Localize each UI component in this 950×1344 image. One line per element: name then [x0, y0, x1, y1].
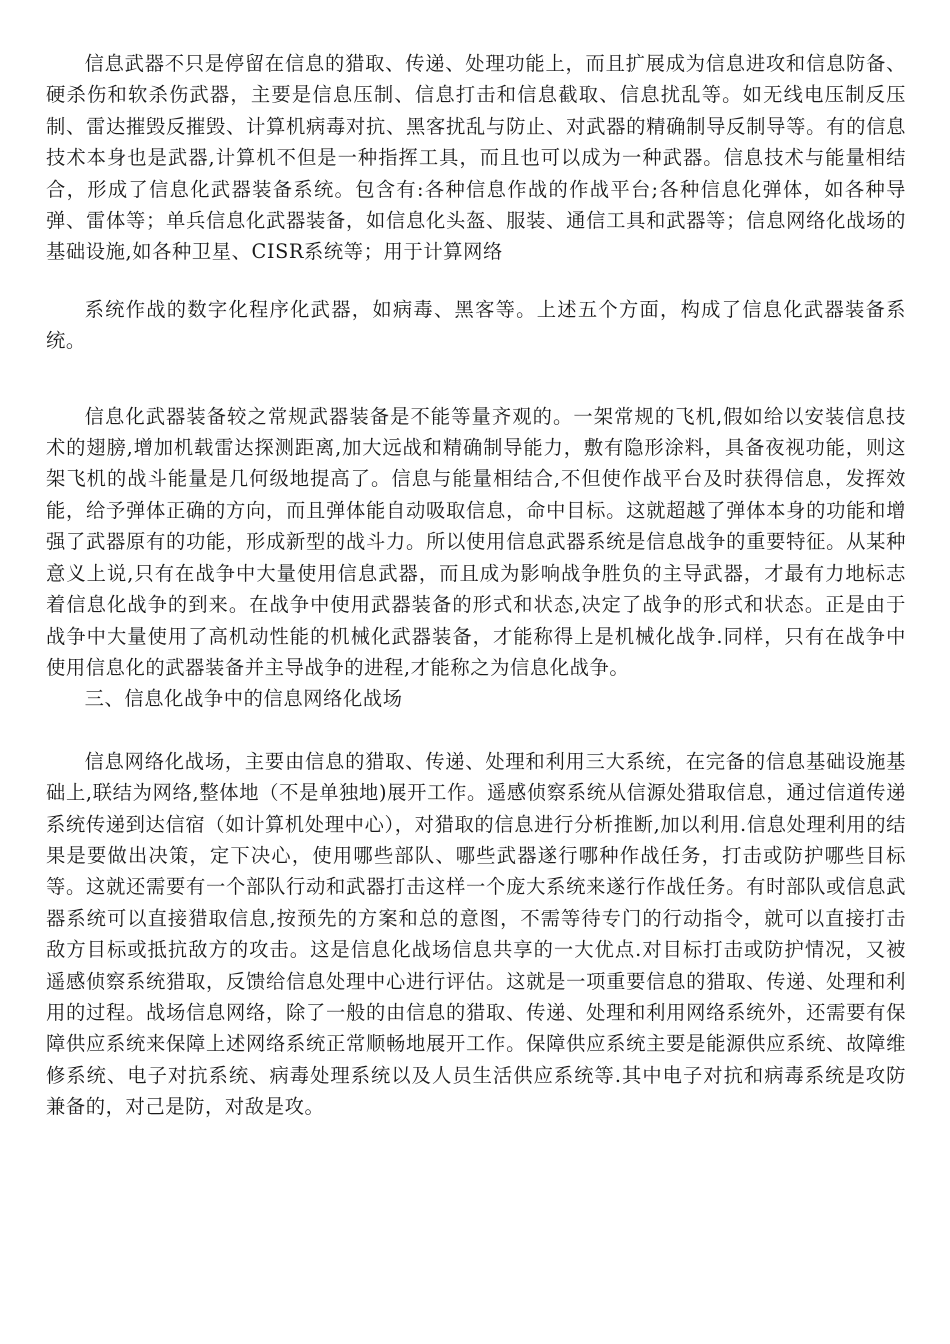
paragraph-system-warfare: 系统作战的数字化程序化武器，如病毒、黑客等。上述五个方面，构成了信息化武器装备系统。: [46, 297, 906, 353]
paragraph-weapon-comparison: 信息化武器装备较之常规武器装备是不能等量齐观的。一架常规的飞机,假如给以安装信息技术的翅膀,增加机载雷达探测距离,加大远战和精确制导能力，敷有隐形涂料，具备夜视功能，则这架飞机的战斗能量是几何级地提高了。信息与能量相结合,不但使作战平台及时获得信息，发挥效能，给予弹体正确的方向，而且弹体能自动吸取信息，命中目标。这就超越了弹体本身的功能和增强了武器原有的功能，形成新型的战斗力。所以使用信息武器系统是信息战争的重要特征。从某种意义上说,只有在战争中大量使用信息武器，而且成为影响战争胜负的主导武器，才最有力地标志着信息化战争的到来。在战争中使用武器装备的形式和状态,决定了战争的形式和状态。正是由于战争中大量使用了高机动性能的机械化武器装备，才能称得上是机械化战争.同样，只有在战争中使用信息化的武器装备并主导战争的进程,才能称之为信息化战争。: [46, 404, 906, 679]
document-page: [46, 48, 906, 1123]
paragraph-information-weapons: 信息武器不只是停留在信息的猎取、传递、处理功能上，而且扩展成为信息进攻和信息防备、硬杀伤和软杀伤武器，主要是信息压制、信息打击和信息截取、信息扰乱等。如无线电压制反压制、雷达摧毁反摧毁、计算机病毒对抗、黑客扰乱与防止、对武器的精确制导反制导等。有的信息技术本身也是武器,计算机不但是一种指挥工具，而且也可以成为一种武器。信息技术与能量相结合，形成了信息化武器装备系统。包含有:各种信息作战的作战平台;各种信息化弹体，如各种导弹、雷体等；单兵信息化武器装备，如信息化头盔、服装、通信工具和武器等；信息网络化战场的基础设施,如各种卫星、CISR系统等；用于计算网络: [46, 52, 906, 264]
section-heading: 三、信息化战争中的信息网络化战场: [84, 687, 403, 711]
paragraph-network-battlefield: 信息网络化战场，主要由信息的猎取、传递、处理和利用三大系统，在完备的信息基础设施基础上,联结为网络,整体地（不是单独地)展开工作。遥感侦察系统从信源处猎取信息，通过信道传递系统传递到达信宿（如计算机处理中心），对猎取的信息进行分析推断,加以利用.信息处理利用的结果是要做出决策，定下决心，使用哪些部队、哪些武器遂行哪种作战任务，打击或防护哪些目标等。这就还需要有一个部队行动和武器打击这样一个庞大系统来遂行作战任务。有时部队或信息武器系统可以直接猎取信息,按预先的方案和总的意图，不需等待专门的行动指令，就可以直接打击敌方目标或抵抗敌方的攻击。这是信息化战场信息共享的一大优点.对目标打击或防护情况，又被遥感侦察系统猎取，反馈给信息处理中心进行评估。这就是一项重要信息的猎取、传递、处理和利用的过程。战场信息网络，除了一般的由信息的猎取、传递、处理和利用网络系统外，还需要有保障供应系统来保障上述网络系统正常顺畅地展开工作。保障供应系统主要是能源供应系统、故障维修系统、电子对抗系统、病毒处理系统以及人员生活供应系统等.其中电子对抗和病毒系统是攻防兼备的，对己是防，对敌是攻。: [46, 749, 906, 1119]
